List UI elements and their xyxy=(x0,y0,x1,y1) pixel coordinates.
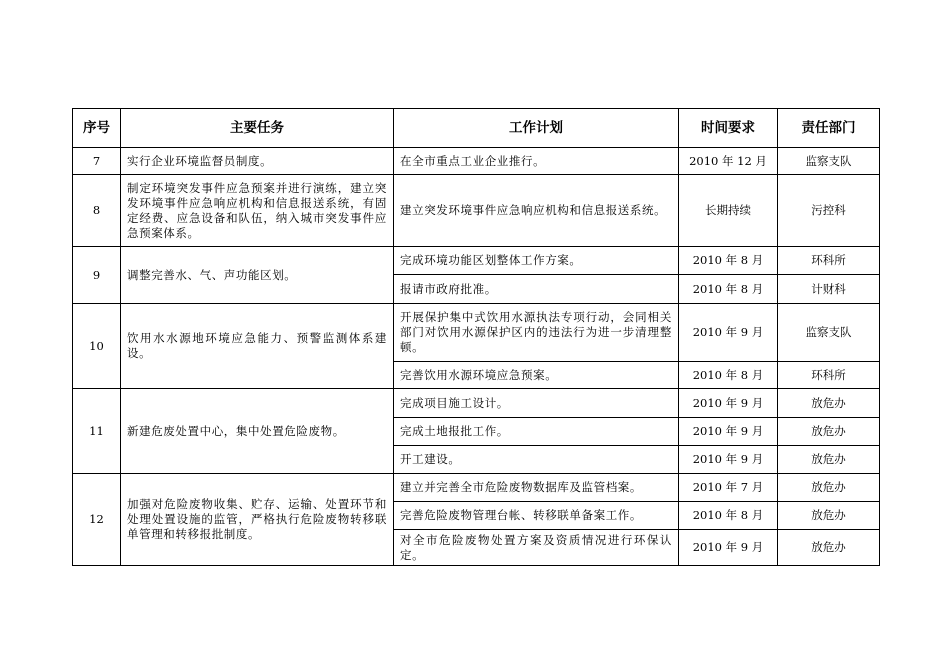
table-row xyxy=(73,304,880,362)
header-plan: 工作计划 xyxy=(394,109,679,148)
row-plan: 建立并完善全市危险废物数据库及监管档案。 xyxy=(394,474,679,502)
row-seq: 8 xyxy=(73,175,121,247)
row-task: 制定环境突发事件应急预案并进行演练，建立突发环境事件应急响应机构和信息报送系统，有固定经费、应急设备和队伍，纳入城市突发事件应急预案体系。 xyxy=(121,175,394,247)
row-dept: 放危办 xyxy=(778,530,880,566)
row-time: 2010 年 8 月 xyxy=(679,502,778,530)
table-row xyxy=(73,247,880,275)
work-plan-table xyxy=(72,108,880,566)
header-row xyxy=(73,109,880,148)
row-plan: 完成土地报批工作。 xyxy=(394,418,679,446)
row-dept: 计财科 xyxy=(778,275,880,304)
row-time: 2010 年 8 月 xyxy=(679,247,778,275)
table-row xyxy=(73,389,880,418)
row-seq: 7 xyxy=(73,148,121,175)
row-plan: 开展保护集中式饮用水源执法专项行动，会同相关部门对饮用水源保护区内的违法行为进一步清理整顿。 xyxy=(394,304,679,362)
row-time: 2010 年 9 月 xyxy=(679,530,778,566)
row-task: 实行企业环境监督员制度。 xyxy=(121,148,394,175)
row-time: 2010 年 9 月 xyxy=(679,304,778,362)
row-task: 新建危废处置中心，集中处置危险废物。 xyxy=(121,389,394,474)
row-time: 2010 年 12 月 xyxy=(679,148,778,175)
row-plan: 建立突发环境事件应急响应机构和信息报送系统。 xyxy=(394,175,679,247)
row-task: 调整完善水、气、声功能区划。 xyxy=(121,247,394,304)
row-dept: 监察支队 xyxy=(778,304,880,362)
row-plan: 开工建设。 xyxy=(394,446,679,474)
row-time: 2010 年 8 月 xyxy=(679,275,778,304)
header-seq: 序号 xyxy=(73,109,121,148)
row-seq: 10 xyxy=(73,304,121,389)
row-time: 2010 年 9 月 xyxy=(679,418,778,446)
row-dept: 放危办 xyxy=(778,418,880,446)
row-plan: 完成项目施工设计。 xyxy=(394,389,679,418)
table-body xyxy=(73,148,880,566)
row-dept: 环科所 xyxy=(778,247,880,275)
header-dept: 责任部门 xyxy=(778,109,880,148)
table-row xyxy=(73,474,880,502)
header-time: 时间要求 xyxy=(679,109,778,148)
row-plan: 完成环境功能区划整体工作方案。 xyxy=(394,247,679,275)
row-plan: 对全市危险废物处置方案及资质情况进行环保认定。 xyxy=(394,530,679,566)
row-time: 2010 年 9 月 xyxy=(679,389,778,418)
row-plan: 完善危险废物管理台帐、转移联单备案工作。 xyxy=(394,502,679,530)
row-dept: 放危办 xyxy=(778,446,880,474)
row-plan: 完善饮用水源环境应急预案。 xyxy=(394,362,679,389)
row-task: 饮用水水源地环境应急能力、预警监测体系建设。 xyxy=(121,304,394,389)
header-task: 主要任务 xyxy=(121,109,394,148)
row-plan: 在全市重点工业企业推行。 xyxy=(394,148,679,175)
table-header xyxy=(73,109,880,148)
row-task: 加强对危险废物收集、贮存、运输、处置环节和处理处置设施的监管，严格执行危险废物转移联单管理和转移报批制度。 xyxy=(121,474,394,566)
row-seq: 12 xyxy=(73,474,121,566)
row-time: 2010 年 8 月 xyxy=(679,362,778,389)
row-dept: 放危办 xyxy=(778,502,880,530)
row-seq: 11 xyxy=(73,389,121,474)
row-seq: 9 xyxy=(73,247,121,304)
row-dept: 监察支队 xyxy=(778,148,880,175)
row-time: 2010 年 7 月 xyxy=(679,474,778,502)
row-dept: 环科所 xyxy=(778,362,880,389)
row-dept: 放危办 xyxy=(778,389,880,418)
row-time: 长期持续 xyxy=(679,175,778,247)
row-time: 2010 年 9 月 xyxy=(679,446,778,474)
table-row xyxy=(73,175,880,247)
row-plan: 报请市政府批准。 xyxy=(394,275,679,304)
table-row xyxy=(73,148,880,175)
row-dept: 污控科 xyxy=(778,175,880,247)
row-dept: 放危办 xyxy=(778,474,880,502)
